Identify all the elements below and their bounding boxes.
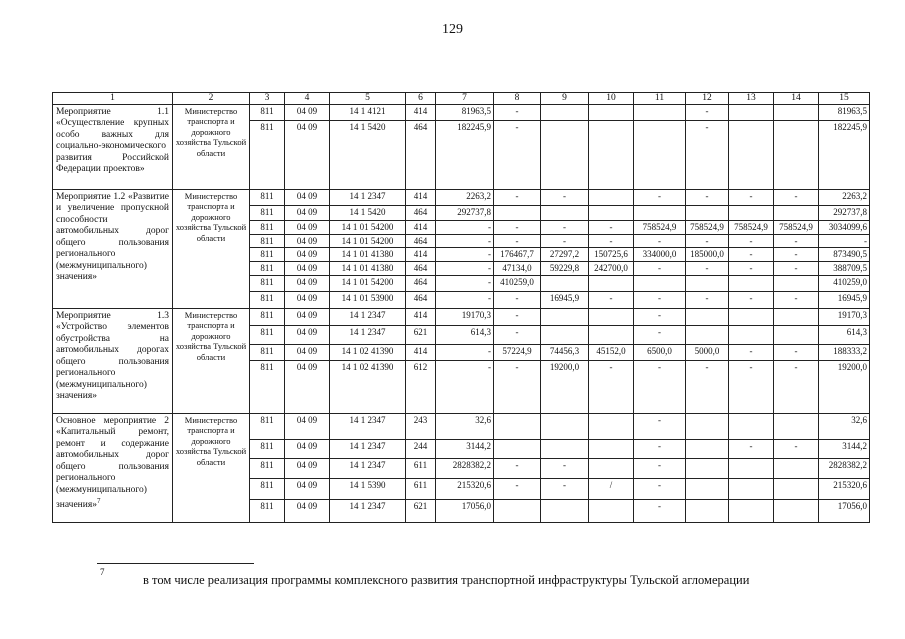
measure-text: Мероприятие 1.3 «Устройство элементов обустройства на автомобильных дорогах общего пользования регионального (межмуниципального) значения» bbox=[56, 310, 169, 401]
column-header: 10 bbox=[589, 93, 634, 105]
table-cell: - bbox=[729, 189, 774, 205]
table-cell: 464 bbox=[406, 275, 436, 291]
measure-text: Мероприятие 1.1 «Осуществление крупных особо важных для социально-экономического развития Российской Федерации проектов» bbox=[56, 106, 169, 174]
table-cell bbox=[494, 499, 541, 522]
table-cell: 14 1 01 41380 bbox=[330, 261, 406, 275]
footnote-ref: 7 bbox=[96, 497, 101, 505]
header-row bbox=[53, 93, 870, 105]
responsible-ministry: Министерство транспорта и дорожного хозяйства Тульской области bbox=[173, 308, 250, 413]
measure-description bbox=[53, 413, 173, 522]
table-cell: 811 bbox=[250, 275, 285, 291]
table-cell: 811 bbox=[250, 205, 285, 220]
table-cell: 04 09 bbox=[285, 104, 330, 120]
table-cell: - bbox=[494, 234, 541, 248]
table-cell: 621 bbox=[406, 325, 436, 344]
table-cell bbox=[686, 478, 729, 499]
table-cell bbox=[686, 458, 729, 478]
table-cell: - bbox=[729, 291, 774, 308]
table-cell: - bbox=[494, 325, 541, 344]
table-cell: 811 bbox=[250, 120, 285, 189]
table-cell bbox=[589, 439, 634, 458]
table-cell: 32,6 bbox=[436, 413, 494, 439]
table-cell bbox=[541, 499, 589, 522]
table-cell: - bbox=[634, 499, 686, 522]
table-cell bbox=[541, 205, 589, 220]
table-cell bbox=[589, 120, 634, 189]
column-header: 7 bbox=[436, 93, 494, 105]
table-cell: 811 bbox=[250, 220, 285, 234]
table-cell: - bbox=[686, 189, 729, 205]
table-cell: 811 bbox=[250, 499, 285, 522]
table-cell: 17056,0 bbox=[819, 499, 870, 522]
table-cell: 6500,0 bbox=[634, 344, 686, 360]
table-cell: - bbox=[774, 291, 819, 308]
table-cell: 388709,5 bbox=[819, 261, 870, 275]
table-cell bbox=[589, 205, 634, 220]
table-cell: 14 1 01 54200 bbox=[330, 275, 406, 291]
table-cell bbox=[589, 308, 634, 325]
table-cell: 464 bbox=[406, 291, 436, 308]
table-cell bbox=[686, 308, 729, 325]
column-header: 6 bbox=[406, 93, 436, 105]
column-header: 13 bbox=[729, 93, 774, 105]
table-cell: - bbox=[729, 234, 774, 248]
table-cell bbox=[589, 275, 634, 291]
table-cell bbox=[774, 478, 819, 499]
table-cell: 14 1 5420 bbox=[330, 205, 406, 220]
table-cell: - bbox=[494, 360, 541, 413]
column-header: 14 bbox=[774, 93, 819, 105]
table-cell: 811 bbox=[250, 439, 285, 458]
table-cell: - bbox=[634, 291, 686, 308]
table-cell bbox=[634, 275, 686, 291]
table-cell: 14 1 2347 bbox=[330, 308, 406, 325]
responsible-ministry: Министерство транспорта и дорожного хозяйства Тульской области bbox=[173, 413, 250, 522]
table-cell: 17056,0 bbox=[436, 499, 494, 522]
table-cell: - bbox=[774, 439, 819, 458]
table-cell: 811 bbox=[250, 308, 285, 325]
column-header: 12 bbox=[686, 93, 729, 105]
table-cell: - bbox=[634, 189, 686, 205]
table-cell bbox=[686, 499, 729, 522]
table-cell bbox=[494, 205, 541, 220]
table-cell: 811 bbox=[250, 189, 285, 205]
table-cell: 14 1 02 41390 bbox=[330, 360, 406, 413]
table-cell: 04 09 bbox=[285, 413, 330, 439]
table-cell: 873490,5 bbox=[819, 248, 870, 262]
table-cell: - bbox=[541, 478, 589, 499]
table-cell: 292737,8 bbox=[436, 205, 494, 220]
table-cell bbox=[494, 413, 541, 439]
table-cell bbox=[541, 308, 589, 325]
table-cell: 811 bbox=[250, 261, 285, 275]
table-cell: - bbox=[729, 439, 774, 458]
table-cell: 242700,0 bbox=[589, 261, 634, 275]
table-cell: 811 bbox=[250, 325, 285, 344]
table-cell bbox=[494, 439, 541, 458]
table-cell: - bbox=[541, 189, 589, 205]
table-cell: 811 bbox=[250, 360, 285, 413]
table-cell: 811 bbox=[250, 344, 285, 360]
table-cell: 758524,9 bbox=[686, 220, 729, 234]
table-cell: - bbox=[436, 275, 494, 291]
table-cell: - bbox=[494, 478, 541, 499]
table-cell: / bbox=[589, 478, 634, 499]
footnote-text: в том числе реализация программы комплексного развития транспортной инфраструктуры Тульской агломерации bbox=[143, 573, 750, 587]
column-header: 3 bbox=[250, 93, 285, 105]
table-cell: 811 bbox=[250, 458, 285, 478]
table-cell: - bbox=[541, 234, 589, 248]
table-cell: 14 1 02 41390 bbox=[330, 344, 406, 360]
table-cell: 185000,0 bbox=[686, 248, 729, 262]
table-cell: 334000,0 bbox=[634, 248, 686, 262]
table-cell bbox=[729, 325, 774, 344]
table-cell: 47134,0 bbox=[494, 261, 541, 275]
table-cell: 19170,3 bbox=[819, 308, 870, 325]
table-cell bbox=[541, 275, 589, 291]
table-cell bbox=[729, 120, 774, 189]
responsible-ministry: Министерство транспорта и дорожного хозяйства Тульской области bbox=[173, 104, 250, 189]
table-cell bbox=[774, 325, 819, 344]
table-cell: 292737,8 bbox=[819, 205, 870, 220]
table-cell bbox=[686, 413, 729, 439]
footnote-mark: 7 bbox=[100, 567, 105, 577]
table-cell: 614,3 bbox=[436, 325, 494, 344]
table-cell: 14 1 2347 bbox=[330, 413, 406, 439]
column-header: 2 bbox=[173, 93, 250, 105]
table-cell: 04 09 bbox=[285, 439, 330, 458]
table-cell bbox=[686, 325, 729, 344]
table-cell: 2828382,2 bbox=[819, 458, 870, 478]
table-cell: 04 09 bbox=[285, 189, 330, 205]
table-cell: - bbox=[634, 439, 686, 458]
table-cell: 27297,2 bbox=[541, 248, 589, 262]
table-cell: 14 1 01 54200 bbox=[330, 220, 406, 234]
table-cell: 410259,0 bbox=[819, 275, 870, 291]
table-cell: 14 1 01 53900 bbox=[330, 291, 406, 308]
table-cell: 215320,6 bbox=[819, 478, 870, 499]
table-cell: 04 09 bbox=[285, 234, 330, 248]
table-cell: - bbox=[589, 220, 634, 234]
table-cell bbox=[729, 275, 774, 291]
table-cell: 414 bbox=[406, 189, 436, 205]
table-cell: - bbox=[494, 291, 541, 308]
table-cell bbox=[541, 439, 589, 458]
table-cell bbox=[541, 325, 589, 344]
table-cell: 14 1 2347 bbox=[330, 325, 406, 344]
table-cell bbox=[541, 413, 589, 439]
table-cell: - bbox=[729, 344, 774, 360]
table-cell bbox=[589, 325, 634, 344]
table-cell: 19170,3 bbox=[436, 308, 494, 325]
table-cell bbox=[774, 499, 819, 522]
table-cell: 04 09 bbox=[285, 458, 330, 478]
table-cell: 04 09 bbox=[285, 261, 330, 275]
table-cell: 81963,5 bbox=[819, 104, 870, 120]
measure-text: Мероприятие 1.2 «Развитие и увеличение пропускной способности автомобильных дорог общего пользования регионального (межмуниципального) значения» bbox=[56, 191, 169, 282]
table-cell: 811 bbox=[250, 104, 285, 120]
table-cell: - bbox=[436, 261, 494, 275]
table-cell: - bbox=[819, 234, 870, 248]
table-cell: 614,3 bbox=[819, 325, 870, 344]
table-cell: 176467,7 bbox=[494, 248, 541, 262]
table-cell: 16945,9 bbox=[819, 291, 870, 308]
table-cell: - bbox=[729, 248, 774, 262]
table-cell: 811 bbox=[250, 291, 285, 308]
table-cell: - bbox=[436, 360, 494, 413]
table-cell: 14 1 01 54200 bbox=[330, 234, 406, 248]
table-cell: 611 bbox=[406, 458, 436, 478]
table-cell: 2263,2 bbox=[436, 189, 494, 205]
table-cell: - bbox=[774, 360, 819, 413]
table-cell: 758524,9 bbox=[774, 220, 819, 234]
table-cell: - bbox=[494, 104, 541, 120]
table-cell bbox=[541, 104, 589, 120]
table-cell bbox=[774, 413, 819, 439]
table-cell: - bbox=[686, 261, 729, 275]
table-cell: 04 09 bbox=[285, 308, 330, 325]
table-cell: 414 bbox=[406, 104, 436, 120]
column-header: 15 bbox=[819, 93, 870, 105]
table-cell bbox=[729, 308, 774, 325]
table-cell: 81963,5 bbox=[436, 104, 494, 120]
table-cell: 244 bbox=[406, 439, 436, 458]
table-cell: - bbox=[686, 120, 729, 189]
table-cell: 04 09 bbox=[285, 344, 330, 360]
table-cell: 414 bbox=[406, 308, 436, 325]
table-cell: - bbox=[436, 234, 494, 248]
table-cell: - bbox=[634, 458, 686, 478]
table-cell: - bbox=[436, 248, 494, 262]
table-cell: 811 bbox=[250, 413, 285, 439]
table-cell: 19200,0 bbox=[541, 360, 589, 413]
table-cell: 811 bbox=[250, 478, 285, 499]
table-cell: - bbox=[589, 291, 634, 308]
table-cell bbox=[634, 120, 686, 189]
table-cell: 04 09 bbox=[285, 360, 330, 413]
table-cell: - bbox=[541, 458, 589, 478]
column-header: 9 bbox=[541, 93, 589, 105]
table-cell bbox=[774, 458, 819, 478]
table-cell: 04 09 bbox=[285, 205, 330, 220]
table-cell: 74456,3 bbox=[541, 344, 589, 360]
table-cell: - bbox=[589, 360, 634, 413]
table-cell: 464 bbox=[406, 205, 436, 220]
table-cell: 611 bbox=[406, 478, 436, 499]
table-cell: 45152,0 bbox=[589, 344, 634, 360]
table-cell: 16945,9 bbox=[541, 291, 589, 308]
table-cell: - bbox=[729, 360, 774, 413]
table-cell: - bbox=[634, 261, 686, 275]
table-cell: - bbox=[436, 344, 494, 360]
table-cell: 19200,0 bbox=[819, 360, 870, 413]
table-cell: - bbox=[634, 325, 686, 344]
table-cell: 04 09 bbox=[285, 220, 330, 234]
table-cell bbox=[686, 275, 729, 291]
table-cell: 215320,6 bbox=[436, 478, 494, 499]
table-cell: - bbox=[774, 261, 819, 275]
table-cell: 04 09 bbox=[285, 120, 330, 189]
table-cell bbox=[589, 458, 634, 478]
table-cell: 3034099,6 bbox=[819, 220, 870, 234]
table-cell: - bbox=[634, 308, 686, 325]
table-cell bbox=[729, 104, 774, 120]
table-cell: 464 bbox=[406, 120, 436, 189]
table-cell: 811 bbox=[250, 248, 285, 262]
table-cell: 04 09 bbox=[285, 478, 330, 499]
table-cell: 04 09 bbox=[285, 275, 330, 291]
table-cell: - bbox=[589, 234, 634, 248]
table-cell: 464 bbox=[406, 261, 436, 275]
column-header: 5 bbox=[330, 93, 406, 105]
table-cell: 04 09 bbox=[285, 325, 330, 344]
table-cell: - bbox=[494, 458, 541, 478]
table-row bbox=[53, 189, 870, 205]
table-cell: 2828382,2 bbox=[436, 458, 494, 478]
table-cell: - bbox=[494, 308, 541, 325]
table-cell: 150725,6 bbox=[589, 248, 634, 262]
table-cell bbox=[589, 104, 634, 120]
table-cell bbox=[589, 413, 634, 439]
table-cell: 414 bbox=[406, 248, 436, 262]
table-cell bbox=[774, 205, 819, 220]
table-row bbox=[53, 413, 870, 439]
table-cell: 04 09 bbox=[285, 499, 330, 522]
table-cell: - bbox=[436, 291, 494, 308]
table-cell: 758524,9 bbox=[634, 220, 686, 234]
table-cell: 14 1 4121 bbox=[330, 104, 406, 120]
table-cell: 2263,2 bbox=[819, 189, 870, 205]
measure-description bbox=[53, 308, 173, 413]
table-cell: 243 bbox=[406, 413, 436, 439]
column-header: 4 bbox=[285, 93, 330, 105]
table-cell bbox=[589, 499, 634, 522]
table-cell bbox=[589, 189, 634, 205]
table-cell bbox=[541, 120, 589, 189]
table-cell: - bbox=[436, 220, 494, 234]
table-cell bbox=[729, 205, 774, 220]
table-cell bbox=[774, 104, 819, 120]
table-cell bbox=[634, 104, 686, 120]
table-cell: 59229,8 bbox=[541, 261, 589, 275]
page-number: 129 bbox=[442, 22, 463, 37]
table-cell bbox=[729, 413, 774, 439]
table-cell: 464 bbox=[406, 234, 436, 248]
measure-description bbox=[53, 189, 173, 308]
table-row bbox=[53, 308, 870, 325]
table-cell: 414 bbox=[406, 220, 436, 234]
table-cell: - bbox=[774, 234, 819, 248]
table-cell: - bbox=[494, 189, 541, 205]
footnote-separator bbox=[97, 563, 254, 564]
table-row bbox=[53, 104, 870, 120]
column-header: 1 bbox=[53, 93, 173, 105]
table-cell: 758524,9 bbox=[729, 220, 774, 234]
measure-description bbox=[53, 104, 173, 189]
table-cell: 32,6 bbox=[819, 413, 870, 439]
column-header: 11 bbox=[634, 93, 686, 105]
table-cell: 14 1 5420 bbox=[330, 120, 406, 189]
table-cell: 14 1 2347 bbox=[330, 499, 406, 522]
table-cell: - bbox=[774, 189, 819, 205]
table-cell bbox=[729, 478, 774, 499]
table-cell: 3144,2 bbox=[436, 439, 494, 458]
table-cell: - bbox=[494, 220, 541, 234]
table-cell: - bbox=[729, 261, 774, 275]
table-cell bbox=[774, 275, 819, 291]
budget-table bbox=[52, 92, 870, 523]
table-cell: - bbox=[634, 234, 686, 248]
table-cell: 14 1 2347 bbox=[330, 439, 406, 458]
table-cell: 5000,0 bbox=[686, 344, 729, 360]
table-cell bbox=[774, 120, 819, 189]
responsible-ministry: Министерство транспорта и дорожного хозяйства Тульской области bbox=[173, 189, 250, 308]
table-cell bbox=[686, 205, 729, 220]
table-cell: - bbox=[634, 360, 686, 413]
table-cell: - bbox=[686, 234, 729, 248]
table-cell: 811 bbox=[250, 234, 285, 248]
table-cell: 14 1 01 41380 bbox=[330, 248, 406, 262]
column-header: 8 bbox=[494, 93, 541, 105]
table-cell: - bbox=[686, 360, 729, 413]
table-cell: - bbox=[634, 478, 686, 499]
table-cell: - bbox=[686, 104, 729, 120]
table-cell: 3144,2 bbox=[819, 439, 870, 458]
table-cell: 410259,0 bbox=[494, 275, 541, 291]
table-cell: - bbox=[774, 344, 819, 360]
table-cell: - bbox=[494, 120, 541, 189]
table-cell: - bbox=[634, 413, 686, 439]
table-cell: 04 09 bbox=[285, 291, 330, 308]
table-cell: - bbox=[541, 220, 589, 234]
table-cell: 14 1 2347 bbox=[330, 458, 406, 478]
table-cell: 14 1 5390 bbox=[330, 478, 406, 499]
table-cell bbox=[729, 499, 774, 522]
table-cell bbox=[686, 439, 729, 458]
table-cell: 182245,9 bbox=[819, 120, 870, 189]
table-cell: - bbox=[774, 248, 819, 262]
table-cell: 612 bbox=[406, 360, 436, 413]
table-cell bbox=[774, 308, 819, 325]
table-cell: 57224,9 bbox=[494, 344, 541, 360]
table-cell: 14 1 2347 bbox=[330, 189, 406, 205]
table-cell bbox=[634, 205, 686, 220]
measure-text: Основное мероприятие 2 «Капитальный ремонт, ремонт и содержание автомобильных дорог общего пользования регионального (межмуниципального) значения» bbox=[56, 415, 169, 511]
table-cell: - bbox=[686, 291, 729, 308]
table-cell bbox=[729, 458, 774, 478]
table-cell: 188333,2 bbox=[819, 344, 870, 360]
table-cell: 414 bbox=[406, 344, 436, 360]
table-cell: 621 bbox=[406, 499, 436, 522]
table-cell: 182245,9 bbox=[436, 120, 494, 189]
table-cell: 04 09 bbox=[285, 248, 330, 262]
